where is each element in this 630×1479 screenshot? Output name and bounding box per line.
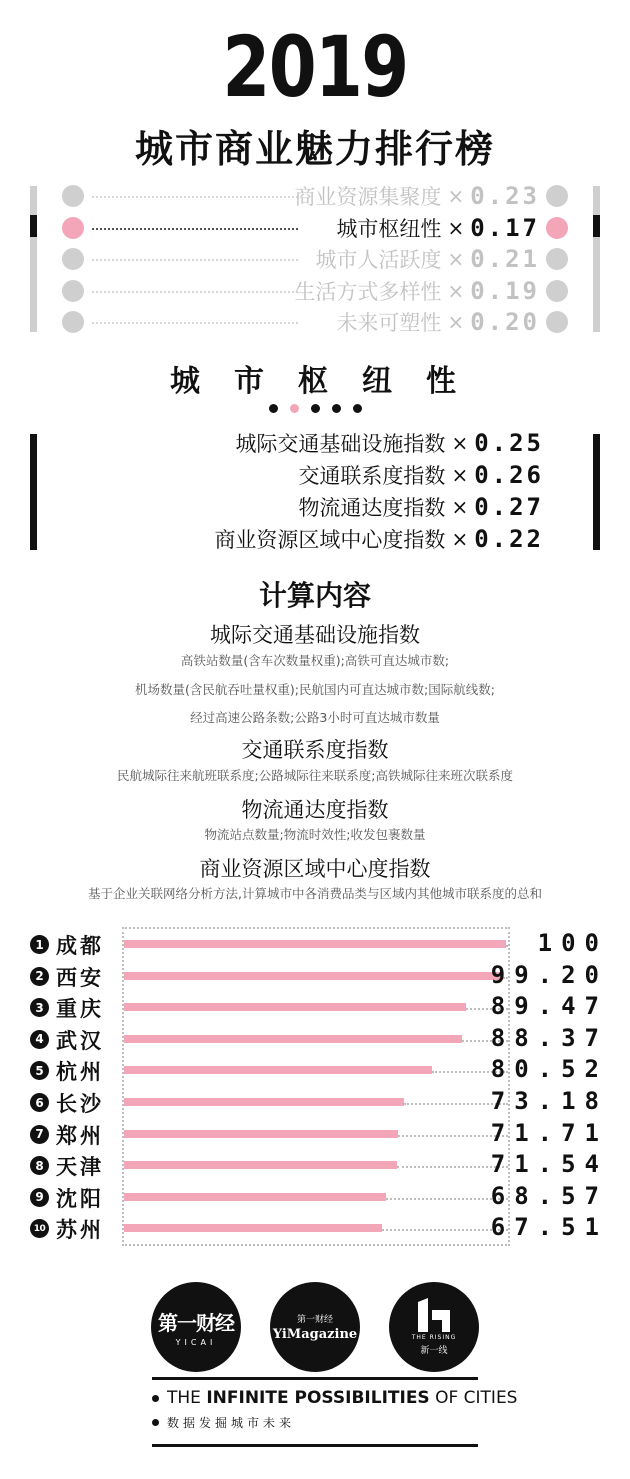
weights-right-rail bbox=[593, 186, 600, 332]
weight-value: 0.21 bbox=[470, 245, 540, 273]
pager-dot bbox=[311, 404, 320, 413]
subweight-value: 0.27 bbox=[474, 493, 544, 521]
city-label: 苏州 bbox=[56, 1218, 104, 1243]
rank-badge: 8 bbox=[30, 1156, 49, 1175]
weight-label: 未来可塑性 bbox=[336, 311, 442, 335]
weight-label: 城市人活跃度 bbox=[315, 248, 442, 272]
weight-label: 生活方式多样性 bbox=[294, 279, 442, 304]
weight-row bbox=[62, 246, 568, 272]
section-title: 城市枢纽性 bbox=[170, 364, 490, 399]
dot-icon bbox=[546, 217, 568, 239]
rising-mark-icon bbox=[414, 1298, 454, 1332]
value-label: 73.18 bbox=[490, 1087, 608, 1115]
subweight-row bbox=[88, 461, 544, 489]
weight-value: 0.20 bbox=[470, 308, 540, 336]
tagline-en bbox=[152, 1388, 552, 1408]
tagline-cn-text: 数据发掘城市未来 bbox=[167, 1416, 296, 1430]
value-label: 68.57 bbox=[490, 1181, 608, 1210]
tagline-pre: THE bbox=[167, 1388, 201, 1408]
rank-badge: 7 bbox=[30, 1125, 49, 1144]
dot-icon bbox=[546, 280, 568, 302]
bar bbox=[124, 940, 506, 948]
weight-text bbox=[336, 215, 540, 241]
ranking-row bbox=[30, 1150, 610, 1182]
calc-line: 基于企业关联网络分析方法,计算城市中各消费品类与区域内其他城市联系度的总和 bbox=[88, 886, 542, 901]
yimagazine-logo-text: YiMagazine bbox=[272, 1327, 358, 1342]
subweight-label: 城际交通基础设施指数 bbox=[235, 432, 446, 456]
ranking-row bbox=[30, 1182, 610, 1214]
bar bbox=[124, 1130, 398, 1138]
bullet-icon bbox=[152, 1419, 159, 1426]
yimagazine-logo-top: 第一财经 bbox=[296, 1315, 333, 1325]
dot-icon bbox=[62, 217, 84, 239]
city-label: 长沙 bbox=[56, 1092, 104, 1116]
multiply-sign: × bbox=[447, 247, 465, 271]
multiply-sign: × bbox=[447, 310, 465, 334]
value-label: 71.54 bbox=[490, 1150, 608, 1179]
rank-badge: 5 bbox=[30, 1061, 49, 1080]
dotted-leader bbox=[92, 259, 298, 261]
footer-rule-top bbox=[152, 1377, 478, 1380]
rank-badge: 1 bbox=[30, 935, 49, 954]
year-heading: 2019 bbox=[222, 18, 408, 116]
city-label: 沈阳 bbox=[56, 1186, 104, 1211]
dotted-leader bbox=[92, 228, 298, 230]
rank-badge: 3 bbox=[30, 998, 49, 1017]
calc-line: 经过高速公路条数;公路3小时可直达城市数量 bbox=[190, 710, 440, 725]
weight-row bbox=[62, 309, 568, 335]
dot-icon bbox=[62, 248, 84, 270]
ranking-row bbox=[30, 961, 610, 993]
dot-icon bbox=[546, 248, 568, 270]
subweight-text bbox=[298, 493, 544, 521]
value-label: 89.47 bbox=[490, 992, 608, 1021]
ranking-row bbox=[30, 1119, 610, 1151]
subweight-text bbox=[235, 429, 544, 457]
calc-heading: 交通联系度指数 bbox=[241, 738, 389, 762]
multiply-sign: × bbox=[447, 278, 465, 303]
calc-title bbox=[0, 574, 630, 614]
tagline-cn bbox=[152, 1414, 295, 1431]
city-label: 西安 bbox=[56, 965, 104, 990]
ranking-row bbox=[30, 1087, 610, 1119]
yicai-logo-sub: YICAI bbox=[175, 1338, 217, 1347]
calc-line: 机场数量(含民航吞吐量权重);民航国内可直达城市数;国际航线数; bbox=[135, 682, 495, 697]
bullet-icon bbox=[152, 1395, 159, 1402]
logo-row bbox=[0, 1282, 630, 1372]
subweight-value: 0.22 bbox=[474, 525, 544, 553]
value-label: 88.37 bbox=[490, 1023, 608, 1052]
subweight-text bbox=[214, 525, 544, 553]
bar bbox=[124, 1003, 466, 1011]
subweight-text bbox=[298, 461, 544, 489]
bar bbox=[124, 972, 503, 980]
dotted-leader bbox=[92, 291, 298, 293]
rising-logo bbox=[389, 1282, 479, 1372]
weight-text bbox=[294, 278, 540, 304]
yimagazine-logo bbox=[270, 1282, 360, 1372]
value-label: 80.52 bbox=[490, 1055, 608, 1084]
weight-text bbox=[336, 309, 540, 335]
bar bbox=[124, 1193, 386, 1201]
city-label: 天津 bbox=[56, 1155, 104, 1180]
subweight-row bbox=[88, 525, 544, 553]
rank-badge: 10 bbox=[30, 1219, 49, 1238]
ranking-row bbox=[30, 929, 610, 961]
calc-line: 高铁站数量(含车次数量权重);高铁可直达城市数; bbox=[180, 653, 450, 668]
subweights-left-rail bbox=[30, 434, 37, 550]
multiply-sign: × bbox=[451, 463, 469, 487]
subweight-row bbox=[88, 493, 544, 521]
city-label: 重庆 bbox=[56, 997, 104, 1022]
weight-value: 0.17 bbox=[470, 213, 540, 242]
footer-rule-bottom bbox=[152, 1444, 478, 1447]
value-label: 67.51 bbox=[490, 1213, 608, 1242]
city-label: 武汉 bbox=[56, 1028, 104, 1053]
weight-label: 商业资源集聚度 bbox=[294, 185, 442, 209]
weight-row bbox=[62, 183, 568, 209]
ranking-row bbox=[30, 1213, 610, 1245]
dotted-leader bbox=[92, 196, 298, 198]
value-label: 100 bbox=[537, 929, 608, 957]
city-label: 成都 bbox=[56, 934, 104, 958]
calc-heading: 城际交通基础设施指数 bbox=[210, 623, 420, 647]
page-title: 城市商业魅力排行榜 bbox=[134, 127, 495, 171]
weight-row bbox=[62, 278, 568, 304]
subweight-row bbox=[88, 429, 544, 457]
rising-logo-text: 新一线 bbox=[420, 1346, 448, 1356]
pager-dot bbox=[290, 404, 299, 413]
tagline-post: OF CITIES bbox=[435, 1388, 518, 1408]
weight-text bbox=[315, 246, 540, 272]
weight-row bbox=[62, 215, 568, 241]
dot-icon bbox=[546, 311, 568, 333]
subweights-right-rail bbox=[593, 434, 600, 550]
ranking-row bbox=[30, 992, 610, 1024]
ranking-row bbox=[30, 1024, 610, 1056]
rank-badge: 4 bbox=[30, 1030, 49, 1049]
calc-heading: 商业资源区域中心度指数 bbox=[199, 857, 431, 881]
pager-dot bbox=[353, 404, 362, 413]
dotted-leader bbox=[92, 322, 298, 324]
bar-track bbox=[382, 1229, 508, 1231]
calc-line: 民航城际往来航班联系度;公路城际往来联系度;高铁城际往来班次联系度 bbox=[117, 768, 513, 783]
yicai-logo bbox=[151, 1282, 241, 1372]
weight-text bbox=[294, 183, 540, 209]
rank-badge: 6 bbox=[30, 1093, 49, 1112]
tagline-bold: INFINITE POSSIBILITIES bbox=[206, 1388, 430, 1408]
section-pager bbox=[0, 404, 630, 413]
dot-icon bbox=[546, 185, 568, 207]
weight-value: 0.19 bbox=[470, 276, 540, 305]
city-label: 杭州 bbox=[56, 1060, 104, 1085]
subweight-label: 物流通达度指数 bbox=[298, 496, 446, 520]
weight-label: 城市枢纽性 bbox=[336, 216, 442, 241]
city-label: 郑州 bbox=[56, 1123, 104, 1148]
calc-title-text: 计算内容 bbox=[255, 579, 375, 612]
bar bbox=[124, 1066, 432, 1074]
bar bbox=[124, 1098, 404, 1106]
rising-logo-sub: THE RISING bbox=[411, 1334, 457, 1341]
bar-track bbox=[386, 1198, 508, 1200]
weights-left-rail bbox=[30, 186, 37, 332]
multiply-sign: × bbox=[447, 184, 465, 208]
subweight-value: 0.26 bbox=[474, 461, 544, 489]
value-label: 71.71 bbox=[490, 1118, 608, 1147]
bar-track bbox=[506, 945, 508, 947]
rank-badge: 9 bbox=[30, 1188, 49, 1207]
ranking-row bbox=[30, 1055, 610, 1087]
multiply-sign: × bbox=[451, 431, 469, 455]
pager-dot bbox=[332, 404, 341, 413]
weights-left-marker bbox=[30, 215, 37, 237]
bar bbox=[124, 1161, 397, 1169]
dot-icon bbox=[62, 311, 84, 333]
calc-line: 物流站点数量;物流时效性;收发包裹数量 bbox=[204, 827, 426, 842]
bar bbox=[124, 1224, 382, 1232]
calc-heading: 物流通达度指数 bbox=[241, 798, 389, 822]
dot-icon bbox=[62, 185, 84, 207]
pager-dot bbox=[269, 404, 278, 413]
weight-value: 0.23 bbox=[470, 182, 540, 210]
bar bbox=[124, 1035, 462, 1043]
subweight-label: 商业资源区域中心度指数 bbox=[214, 528, 446, 552]
subweight-label: 交通联系度指数 bbox=[298, 464, 446, 488]
multiply-sign: × bbox=[451, 527, 469, 551]
value-label: 99.20 bbox=[490, 960, 608, 989]
multiply-sign: × bbox=[451, 495, 469, 519]
rank-badge: 2 bbox=[30, 967, 49, 986]
yicai-logo-text: 第一财经 bbox=[158, 1311, 234, 1335]
subweight-value: 0.25 bbox=[474, 429, 544, 457]
dot-icon bbox=[62, 280, 84, 302]
weights-right-marker bbox=[593, 215, 600, 237]
multiply-sign: × bbox=[447, 215, 465, 240]
